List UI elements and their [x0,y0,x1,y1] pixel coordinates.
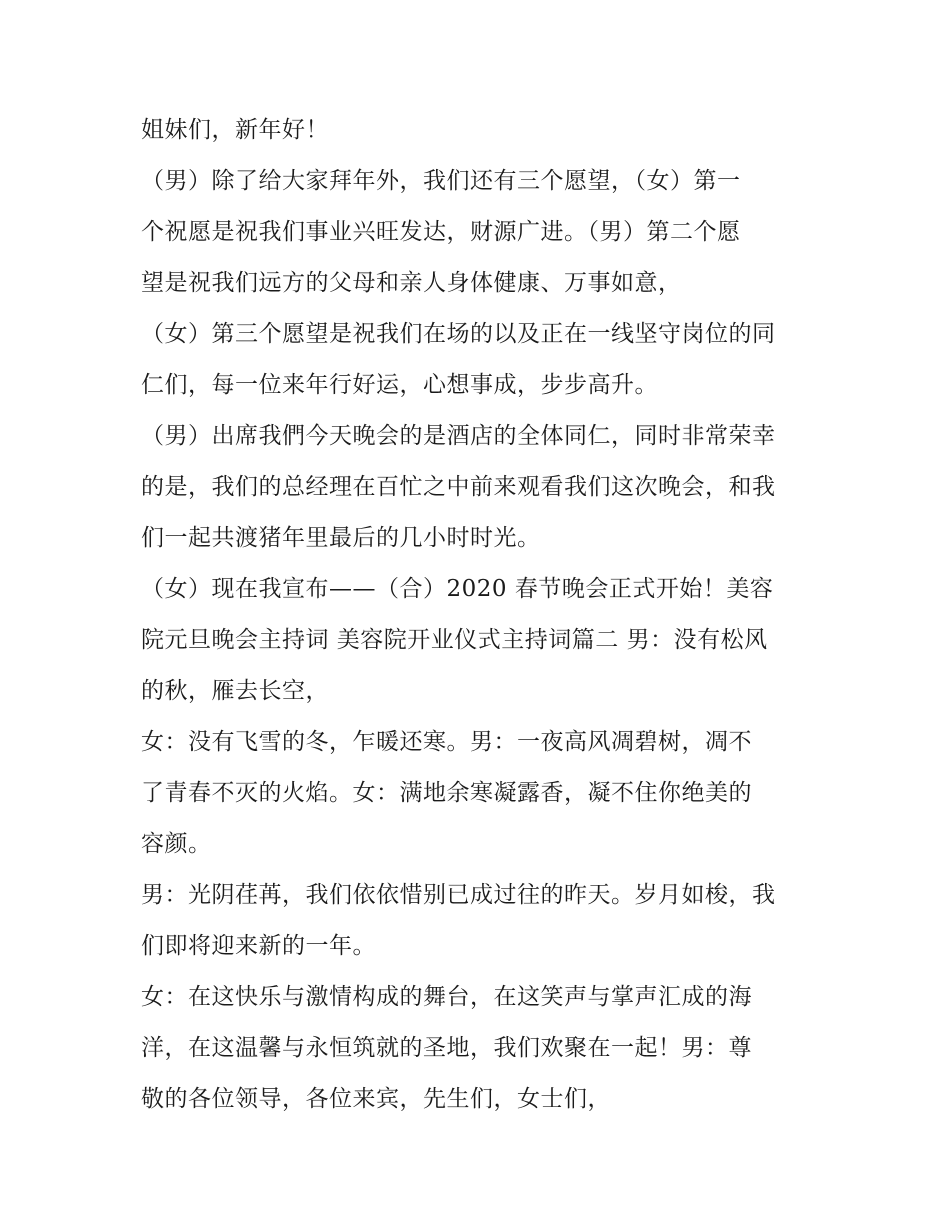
text-line: （男）除了给大家拜年外，我们还有三个愿望，（女）第一 [141,168,741,194]
text-line: 们即将迎来新的一年。 [141,933,376,959]
text-line: 姐妹们，新年好！ [141,117,329,143]
text-line: 洋，在这温馨与永恒筑就的圣地，我们欢聚在一起！男：尊 [141,1035,752,1061]
text-line: 女：在这快乐与激情构成的舞台，在这笑声与掌声汇成的海 [141,984,752,1010]
text-line: 了青春不灭的火焰。女：满地余寒凝露香，凝不住你绝美的 [141,780,752,806]
text-line: （女）第三个愿望是祝我们在场的以及正在一线坚守岗位的同 [141,321,776,347]
text-line: （女）现在我宣布——（合）2020 春节晚会正式开始！美容 [141,576,774,602]
text-line: 女：没有飞雪的冬，乍暖还寒。男：一夜高风凋碧树，凋不 [141,729,752,755]
text-line: 敬的各位领导，各位来宾，先生们，女士们， [141,1086,611,1112]
text-line: 们一起共渡猪年里最后的几小时时光。 [141,525,541,551]
text-line: 院元旦晚会主持词 美容院开业仪式主持词篇二 男：没有松风 [141,627,768,653]
text-line: 男：光阴荏苒，我们依依惜别已成过往的昨天。岁月如梭，我 [141,882,776,908]
text-line: 的是，我们的总经理在百忙之中前来观看我们这次晚会，和我 [141,474,776,500]
text-line: 的秋，雁去长空， [141,678,329,704]
text-line: 仁们，每一位来年行好运，心想事成，步步高升。 [141,372,658,398]
text-line: 望是祝我们远方的父母和亲人身体健康、万事如意， [141,270,682,296]
text-line: 容颜。 [141,831,212,857]
text-line: （男）出席我們今天晚会的是酒店的全体同仁，同时非常荣幸 [141,423,776,449]
text-line: 个祝愿是祝我们事业兴旺发达，财源广进。（男）第二个愿 [141,219,741,245]
